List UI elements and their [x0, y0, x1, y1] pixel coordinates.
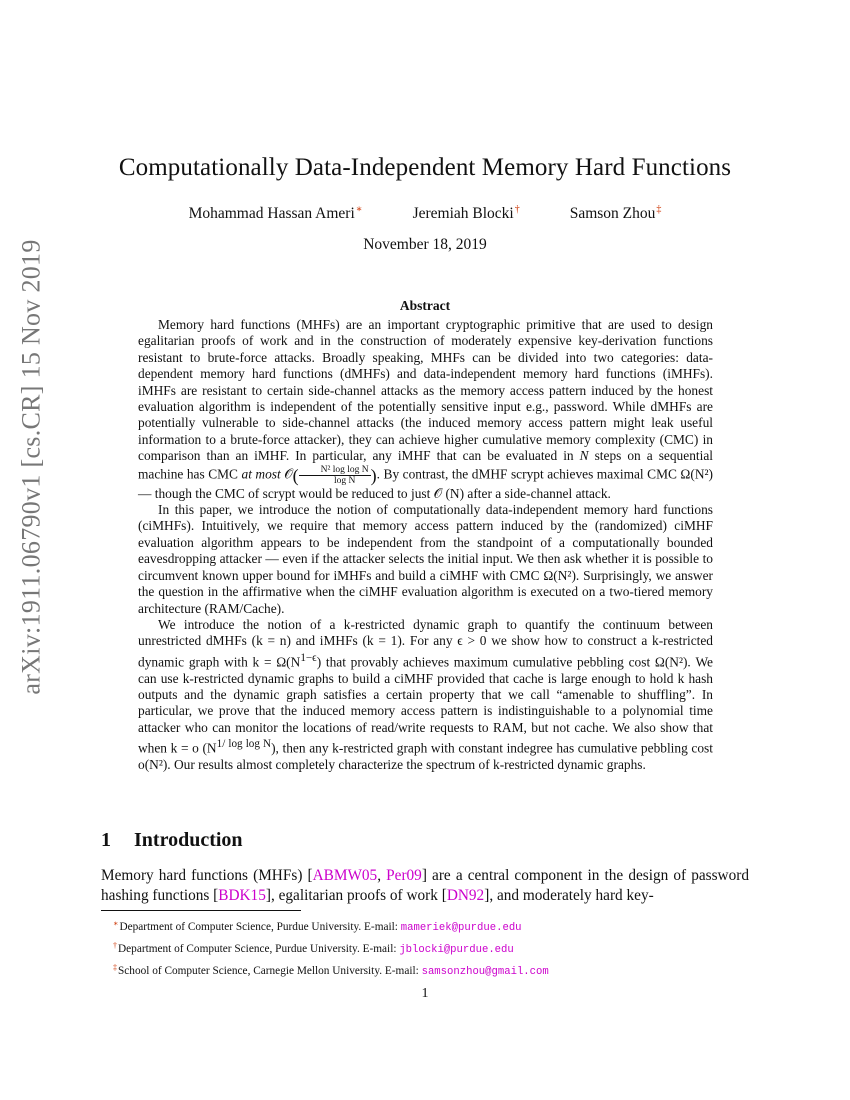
citation-link[interactable]: DN92 [446, 886, 485, 904]
author-3-footnote-link[interactable]: ‡ [656, 204, 662, 215]
introduction-paragraph: Memory hard functions (MHFs) [ABMW05, Per09] are a central component in the design of password hashing functions [BDK15], egalitarian proofs of work [DN92], and moderately hard key- [101, 867, 749, 904]
footnote-3: ‡School of Computer Science, Carnegie Mellon University. E-mail: samsonzhou@gmail.com [113, 963, 549, 978]
paper-date: November 18, 2019 [363, 236, 487, 253]
email-link[interactable]: jblocki@purdue.edu [399, 944, 514, 956]
email-link[interactable]: samsonzhou@gmail.com [421, 966, 549, 978]
abstract-body [138, 317, 713, 774]
footnote-2: †Department of Computer Science, Purdue University. E-mail: jblocki@purdue.edu [113, 941, 514, 956]
paper-title: Computationally Data-Independent Memory Hard Functions [118, 154, 732, 181]
abstract-paragraph-2: In this paper, we introduce the notion of computationally data-independent memory hard functions (ciMHFs). Intuitively, we require that memory access pattern induced by the (randomized) ciMHF evaluation algorithm appears to be independent from the standpoint of a computationally bounded eavesdropping attacker — even if the attacker selects the initial input. We then ask whether it is possible to circumvent known upper bound for iMHFs and build a ciMHF with CMC Ω(N²). Surprisingly, we answer the question in the affirmative when the ciMHF evaluation algorithm is executed on a two-tiered memory architecture (RAM/Cache). [138, 502, 713, 616]
arxiv-id: arXiv:1911.06790v1 [cs.CR] 15 Nov 2019 [17, 239, 47, 695]
citation-link[interactable]: BDK15 [218, 886, 266, 904]
page-number: 1 [421, 986, 429, 1001]
abstract-paragraph-3: We introduce the notion of a k-restricted dynamic graph to quantify the continuum between unrestricted dMHFs (k = n) and iMHFs (k = 1). For any ϵ > 0 we show how to construct a k-restricted dynamic graph with $k = \Omega(N^{1-\epsilon})$ that provably achieves maximum cumulative pebbling cost Ω(N²). We can use k-restricted dynamic graphs to build a ciMHF provided that cache is large enough to hold k hash outputs and the dynamic graph satisfies a certain property that we call “amenable to shuffling”. In particular, we prove that the induced memory access pattern is indistinguishable to a polynomial time attacker who can monitor the locations of read/write requests to RAM, but not cache. We also show that when k = o $(N^{1/ log log N})$, then any k-restricted graph with constant indegree has cumulative pebbling cost o(N²). Our results almost completely characterize the spectrum of k-restricted dynamic graphs. [138, 616, 713, 773]
footnote-divider [101, 910, 301, 911]
author-3: Samson Zhou‡ [569, 204, 662, 223]
author-1-footnote-link[interactable]: ∗ [355, 204, 363, 215]
complexity-fraction: $\frac{\text{N² log log N}}{\text{log N}}$ [299, 465, 371, 486]
abstract-heading: Abstract [399, 298, 451, 313]
footnotes [113, 915, 549, 981]
author-2-footnote-link[interactable]: † [514, 204, 520, 215]
citation-link[interactable]: ABMW05 [312, 867, 378, 884]
author-list [0, 204, 850, 223]
email-link[interactable]: mameriek@purdue.edu [400, 922, 522, 934]
author-2: Jeremiah Blocki† [412, 204, 520, 223]
author-1: Mohammad Hassan Ameri∗ [188, 204, 363, 223]
section-heading-introduction: 1 Introduction [101, 829, 243, 851]
footnote-1: ∗Department of Computer Science, Purdue University. E-mail: mameriek@purdue.edu [113, 919, 522, 934]
citation-link[interactable]: Per09 [386, 867, 422, 884]
abstract-paragraph-1: Memory hard functions (MHFs) are an important cryptographic primitive that are used to design egalitarian proofs of work and in the construction of moderately expensive key-derivation functions resistant to brute-force attacks. Broadly speaking, MHFs can be divided into two categories: data-dependent memory hard functions (dMHFs) and data-independent memory hard functions (iMHFs). iMHFs are resistant to certain side-channel attacks as the memory access pattern induced by the honest evaluation algorithm is independent of the potentially sensitive input e.g., password. While dMHFs are potentially vulnerable to side-channel attacks (the induced memory access pattern might leak useful information to a brute-force attacker), they can achieve higher cumulative memory complexity (CMC) in comparison than an iMHF. In particular, any iMHF that can be evaluated in N steps on a sequential machine has CMC at most 𝒪( $\frac{\text{N² log log N}}{\text{log N}}$ ). By contrast, the dMHF scrypt achieves maximal CMC Ω(N²) — though the CMC of scrypt would be reduced to just 𝒪 (N) after a side-channel attack. [138, 317, 713, 501]
